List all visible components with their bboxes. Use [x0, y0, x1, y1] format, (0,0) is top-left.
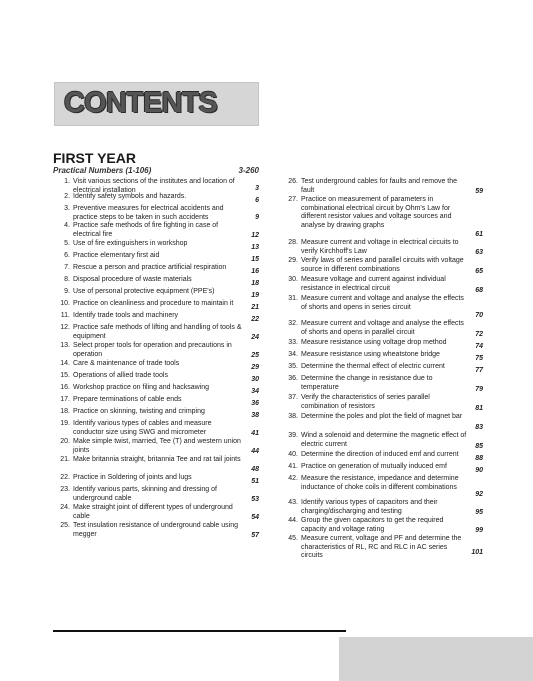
toc-entry-number: 14.: [60, 360, 70, 367]
toc-entry-page: 6: [255, 196, 259, 204]
toc-entry-number: 33.: [288, 339, 298, 346]
toc-entry-page: 88: [475, 454, 483, 462]
toc-entry-page: 74: [475, 342, 483, 350]
toc-entry-title: Use of personal protective equipment (PPE's): [73, 288, 215, 295]
toc-entry: [53, 324, 259, 342]
toc-entry: [53, 252, 259, 264]
toc-entry-title: Measure voltage and current against individual resistance in electrical circuit: [301, 276, 446, 292]
toc-entry-number: 45.: [288, 535, 298, 542]
toc-entry: [53, 408, 259, 420]
toc-entry-page: 44: [251, 447, 259, 455]
subheading-label: Practical Numbers (1-106): [53, 166, 152, 175]
toc-entry: [281, 499, 483, 517]
toc-entry-title: Select proper tools for operation and precautions in operation: [73, 342, 232, 358]
toc-entry: [281, 276, 483, 295]
practical-numbers-subheading: [53, 166, 259, 178]
toc-entry-number: 21.: [60, 456, 70, 463]
toc-entry-page: 12: [251, 231, 259, 239]
toc-entry-number: 3.: [64, 205, 70, 212]
toc-entry-number: 27.: [288, 196, 298, 203]
toc-entry: [53, 504, 259, 522]
toc-entry-title: Identify safety symbols and hazards.: [73, 193, 187, 200]
toc-entry-title: Practice on measurement of parameters in combinational electrical circuit by Ohm's Law for different resistor values and voltage sources and analyse by drawing graphs: [301, 196, 452, 229]
toc-entry-number: 7.: [64, 264, 70, 271]
toc-entry: [281, 535, 483, 557]
toc-entry-page: 92: [475, 490, 483, 498]
contents-column-left: [53, 178, 259, 540]
toc-entry-page: 99: [475, 526, 483, 534]
toc-entry-title: Determine the thermal effect of electric current: [301, 363, 445, 370]
toc-entry-title: Workshop practice on filing and hacksawing: [73, 384, 210, 391]
contents-header-box: [54, 82, 259, 126]
toc-entry: [281, 178, 483, 196]
toc-entry-page: 30: [251, 375, 259, 383]
toc-entry-number: 16.: [60, 384, 70, 391]
toc-entry-page: 36: [251, 399, 259, 407]
toc-entry-title: Practice on generation of mutually induced emf: [301, 463, 447, 470]
toc-entry-page: 81: [475, 404, 483, 412]
toc-entry-title: Use of fire extinguishers in workshop: [73, 240, 188, 247]
toc-entry: [53, 474, 259, 486]
toc-entry: [281, 451, 483, 463]
toc-entry: [53, 396, 259, 408]
toc-entry: [53, 456, 259, 474]
toc-entry: [53, 276, 259, 288]
toc-entry-title: Test underground cables for faults and remove the fault: [301, 178, 458, 194]
toc-entry: [281, 394, 483, 413]
toc-entry-title: Determine the poles and plot the field of magnet bar: [301, 413, 463, 420]
toc-entry: [53, 178, 259, 193]
toc-entry-page: 19: [251, 291, 259, 299]
toc-entry: [53, 240, 259, 252]
toc-entry-page: 54: [251, 513, 259, 521]
toc-entry: [281, 239, 483, 257]
toc-entry-title: Rescue a person and practice artificial respiration: [73, 264, 227, 271]
toc-entry-title: Identify trade tools and machinery: [73, 312, 179, 319]
toc-entry-title: Measure current and voltage in electrical circuits to verify Kirchhoff's Law: [301, 239, 459, 255]
toc-entry: [53, 264, 259, 276]
toc-entry-number: 2.: [64, 193, 70, 200]
subheading-page-range: 3-260: [238, 166, 259, 175]
toc-entry-title: Identify various parts, skinning and dressing of underground cable: [73, 486, 217, 502]
toc-entry-number: 22.: [60, 474, 70, 481]
toc-entry-number: 42.: [288, 475, 298, 482]
toc-entry-title: Care & maintenance of trade tools: [73, 360, 180, 367]
toc-entry-title: Make britannia straight, britannia Tee and rat tail joints: [73, 456, 241, 463]
toc-entry-page: 34: [251, 387, 259, 395]
toc-entry: [281, 320, 483, 339]
toc-entry-number: 35.: [288, 363, 298, 370]
toc-entry-number: 9.: [64, 288, 70, 295]
toc-entry-title: Group the given capacitors to get the required capacity and voltage rating: [301, 517, 444, 533]
toc-entry-number: 40.: [288, 451, 298, 458]
toc-entry: [281, 463, 483, 475]
toc-entry-title: Measure resistance using wheatstone bridge: [301, 351, 440, 358]
toc-entry: [281, 196, 483, 239]
toc-entry-number: 43.: [288, 499, 298, 506]
toc-entry-number: 30.: [288, 276, 298, 283]
toc-entry: [53, 300, 259, 312]
toc-entry-number: 36.: [288, 375, 298, 382]
toc-entry-number: 32.: [288, 320, 298, 327]
toc-entry-page: 3: [255, 184, 259, 192]
toc-entry: [281, 375, 483, 394]
toc-entry: [281, 413, 483, 432]
toc-entry-number: 41.: [288, 463, 298, 470]
toc-entry: [281, 257, 483, 276]
toc-entry-page: 70: [475, 311, 483, 319]
toc-entry: [53, 222, 259, 240]
section-title: FIRST YEAR: [53, 150, 136, 166]
toc-entry-number: 12.: [60, 324, 70, 331]
toc-entry-page: 61: [475, 230, 483, 238]
toc-entry-page: 65: [475, 267, 483, 275]
toc-entry-title: Preventive measures for electrical accidents and practice steps to be taken in such accidents: [73, 205, 224, 221]
toc-entry-number: 24.: [60, 504, 70, 511]
toc-entry-number: 34.: [288, 351, 298, 358]
toc-entry-title: Operations of allied trade tools: [73, 372, 168, 379]
toc-entry-page: 15: [251, 255, 259, 263]
toc-entry-number: 26.: [288, 178, 298, 185]
toc-entry-page: 90: [475, 466, 483, 474]
toc-entry: [281, 295, 483, 320]
toc-entry: [53, 438, 259, 456]
toc-entry-number: 19.: [60, 420, 70, 427]
toc-entry-title: Measure resistance using voltage drop method: [301, 339, 447, 346]
toc-entry-title: Practice elementary first aid: [73, 252, 160, 259]
toc-entry-title: Verify the characteristics of series parallel combination of resistors: [301, 394, 430, 410]
toc-entry-number: 25.: [60, 522, 70, 529]
toc-entry-page: 18: [251, 279, 259, 287]
toc-entry-title: Practice in Soldering of joints and lugs: [73, 474, 192, 481]
toc-entry: [53, 288, 259, 300]
toc-entry-title: Identify various types of capacitors and their charging/discharging and testing: [301, 499, 438, 515]
toc-entry-page: 48: [251, 465, 259, 473]
toc-entry-page: 51: [251, 477, 259, 485]
toc-entry-number: 11.: [60, 312, 70, 319]
toc-entry-title: Practice safe methods of lifting and handling of tools & equipment: [73, 324, 242, 340]
toc-entry-page: 72: [475, 330, 483, 338]
toc-entry-number: 28.: [288, 239, 298, 246]
toc-entry: [281, 517, 483, 535]
toc-entry-title: Measure current and voltage and analyse the effects of shorts and opens in series circuit: [301, 295, 464, 311]
toc-entry: [281, 351, 483, 363]
toc-entry-number: 39.: [288, 432, 298, 439]
toc-entry-number: 6.: [64, 252, 70, 259]
toc-entry-number: 31.: [288, 295, 298, 302]
toc-entry-page: 21: [251, 303, 259, 311]
toc-entry-page: 77: [475, 366, 483, 374]
toc-entry-number: 18.: [60, 408, 70, 415]
toc-entry-number: 37.: [288, 394, 298, 401]
toc-entry-title: Measure the resistance, impedance and determine inductance of choke coils in different combinations: [301, 475, 459, 491]
toc-entry: [53, 205, 259, 222]
toc-entry-page: 9: [255, 213, 259, 221]
toc-entry-page: 41: [251, 429, 259, 437]
toc-entry: [281, 363, 483, 375]
toc-entry: [53, 522, 259, 540]
toc-entry: [53, 420, 259, 438]
toc-entry-page: 53: [251, 495, 259, 503]
toc-entry: [53, 360, 259, 372]
toc-entry-page: 79: [475, 385, 483, 393]
toc-entry-title: Test insulation resistance of underground cable using megger: [73, 522, 238, 538]
toc-entry-page: 75: [475, 354, 483, 362]
toc-entry-page: 25: [251, 351, 259, 359]
toc-entry-page: 68: [475, 286, 483, 294]
toc-entry: [53, 193, 259, 205]
toc-entry-title: Verify laws of series and parallel circuits with voltage source in different combinations: [301, 257, 464, 273]
toc-entry-number: 20.: [60, 438, 70, 445]
toc-entry-page: 95: [475, 508, 483, 516]
toc-entry-page: 63: [475, 248, 483, 256]
toc-entry-title: Determine the change in resistance due to temperature: [301, 375, 433, 391]
toc-entry-number: 38.: [288, 413, 298, 420]
toc-entry-page: 38: [251, 411, 259, 419]
toc-entry: [53, 384, 259, 396]
toc-entry-title: Practice safe methods of fire fighting in case of electrical fire: [73, 222, 219, 238]
toc-entry-title: Make straight joint of different types of underground cable: [73, 504, 233, 520]
toc-entry-page: 85: [475, 442, 483, 450]
toc-entry-title: Identify various types of cables and measure conductor size using SWG and micrometer: [73, 420, 212, 436]
toc-entry-title: Disposal procedure of waste materials: [73, 276, 192, 283]
toc-entry: [281, 432, 483, 451]
toc-entry-page: 101: [471, 548, 483, 556]
toc-entry-title: Determine the direction of induced emf and current: [301, 451, 459, 458]
toc-entry-page: 83: [475, 423, 483, 431]
toc-entry-page: 22: [251, 315, 259, 323]
toc-entry-page: 16: [251, 267, 259, 275]
toc-entry-number: 29.: [288, 257, 298, 264]
toc-entry-number: 5.: [64, 240, 70, 247]
toc-entry-number: 17.: [60, 396, 70, 403]
toc-entry-page: 59: [475, 187, 483, 195]
toc-entry: [281, 475, 483, 499]
toc-entry-title: Practice on cleanliness and procedure to maintain it: [73, 300, 234, 307]
toc-entry-title: Practice on skinning, twisting and crimping: [73, 408, 205, 415]
toc-entry-page: 29: [251, 363, 259, 371]
toc-entry-title: Measure current and voltage and analyse the effects of shorts and opens in parallel circuit: [301, 320, 464, 336]
toc-entry-number: 1.: [64, 178, 70, 185]
toc-entry-title: Measure current, voltage and PF and determine the characteristics of RL, RC and RLC in AC series circuits: [301, 535, 462, 559]
toc-entry-page: 57: [251, 531, 259, 539]
toc-entry-title: Make simple twist, married, Tee (T) and western union joints: [73, 438, 241, 454]
toc-entry-title: Prepare terminations of cable ends: [73, 396, 182, 403]
toc-entry: [53, 486, 259, 504]
toc-entry: [281, 339, 483, 351]
toc-entry: [53, 342, 259, 360]
toc-entry-number: 4.: [64, 222, 70, 229]
toc-entry: [53, 372, 259, 384]
toc-entry-number: 23.: [60, 486, 70, 493]
toc-entry-number: 10.: [60, 300, 70, 307]
toc-entry-title: Visit various sections of the institutes and location of electrical installation: [73, 178, 235, 194]
toc-entry-number: 15.: [60, 372, 70, 379]
contents-title: CONTENTS: [64, 87, 218, 119]
toc-entry-number: 8.: [64, 276, 70, 283]
toc-entry-page: 24: [251, 333, 259, 341]
contents-column-right: [281, 178, 483, 557]
toc-entry-number: 44.: [288, 517, 298, 524]
toc-entry-page: 13: [251, 243, 259, 251]
toc-entry: [53, 312, 259, 324]
footer-divider: [53, 630, 346, 632]
toc-entry-title: Wind a solenoid and determine the magnetic effect of electric current: [301, 432, 467, 448]
toc-entry-number: 13.: [60, 342, 70, 349]
footer-gray-block: [339, 637, 533, 681]
